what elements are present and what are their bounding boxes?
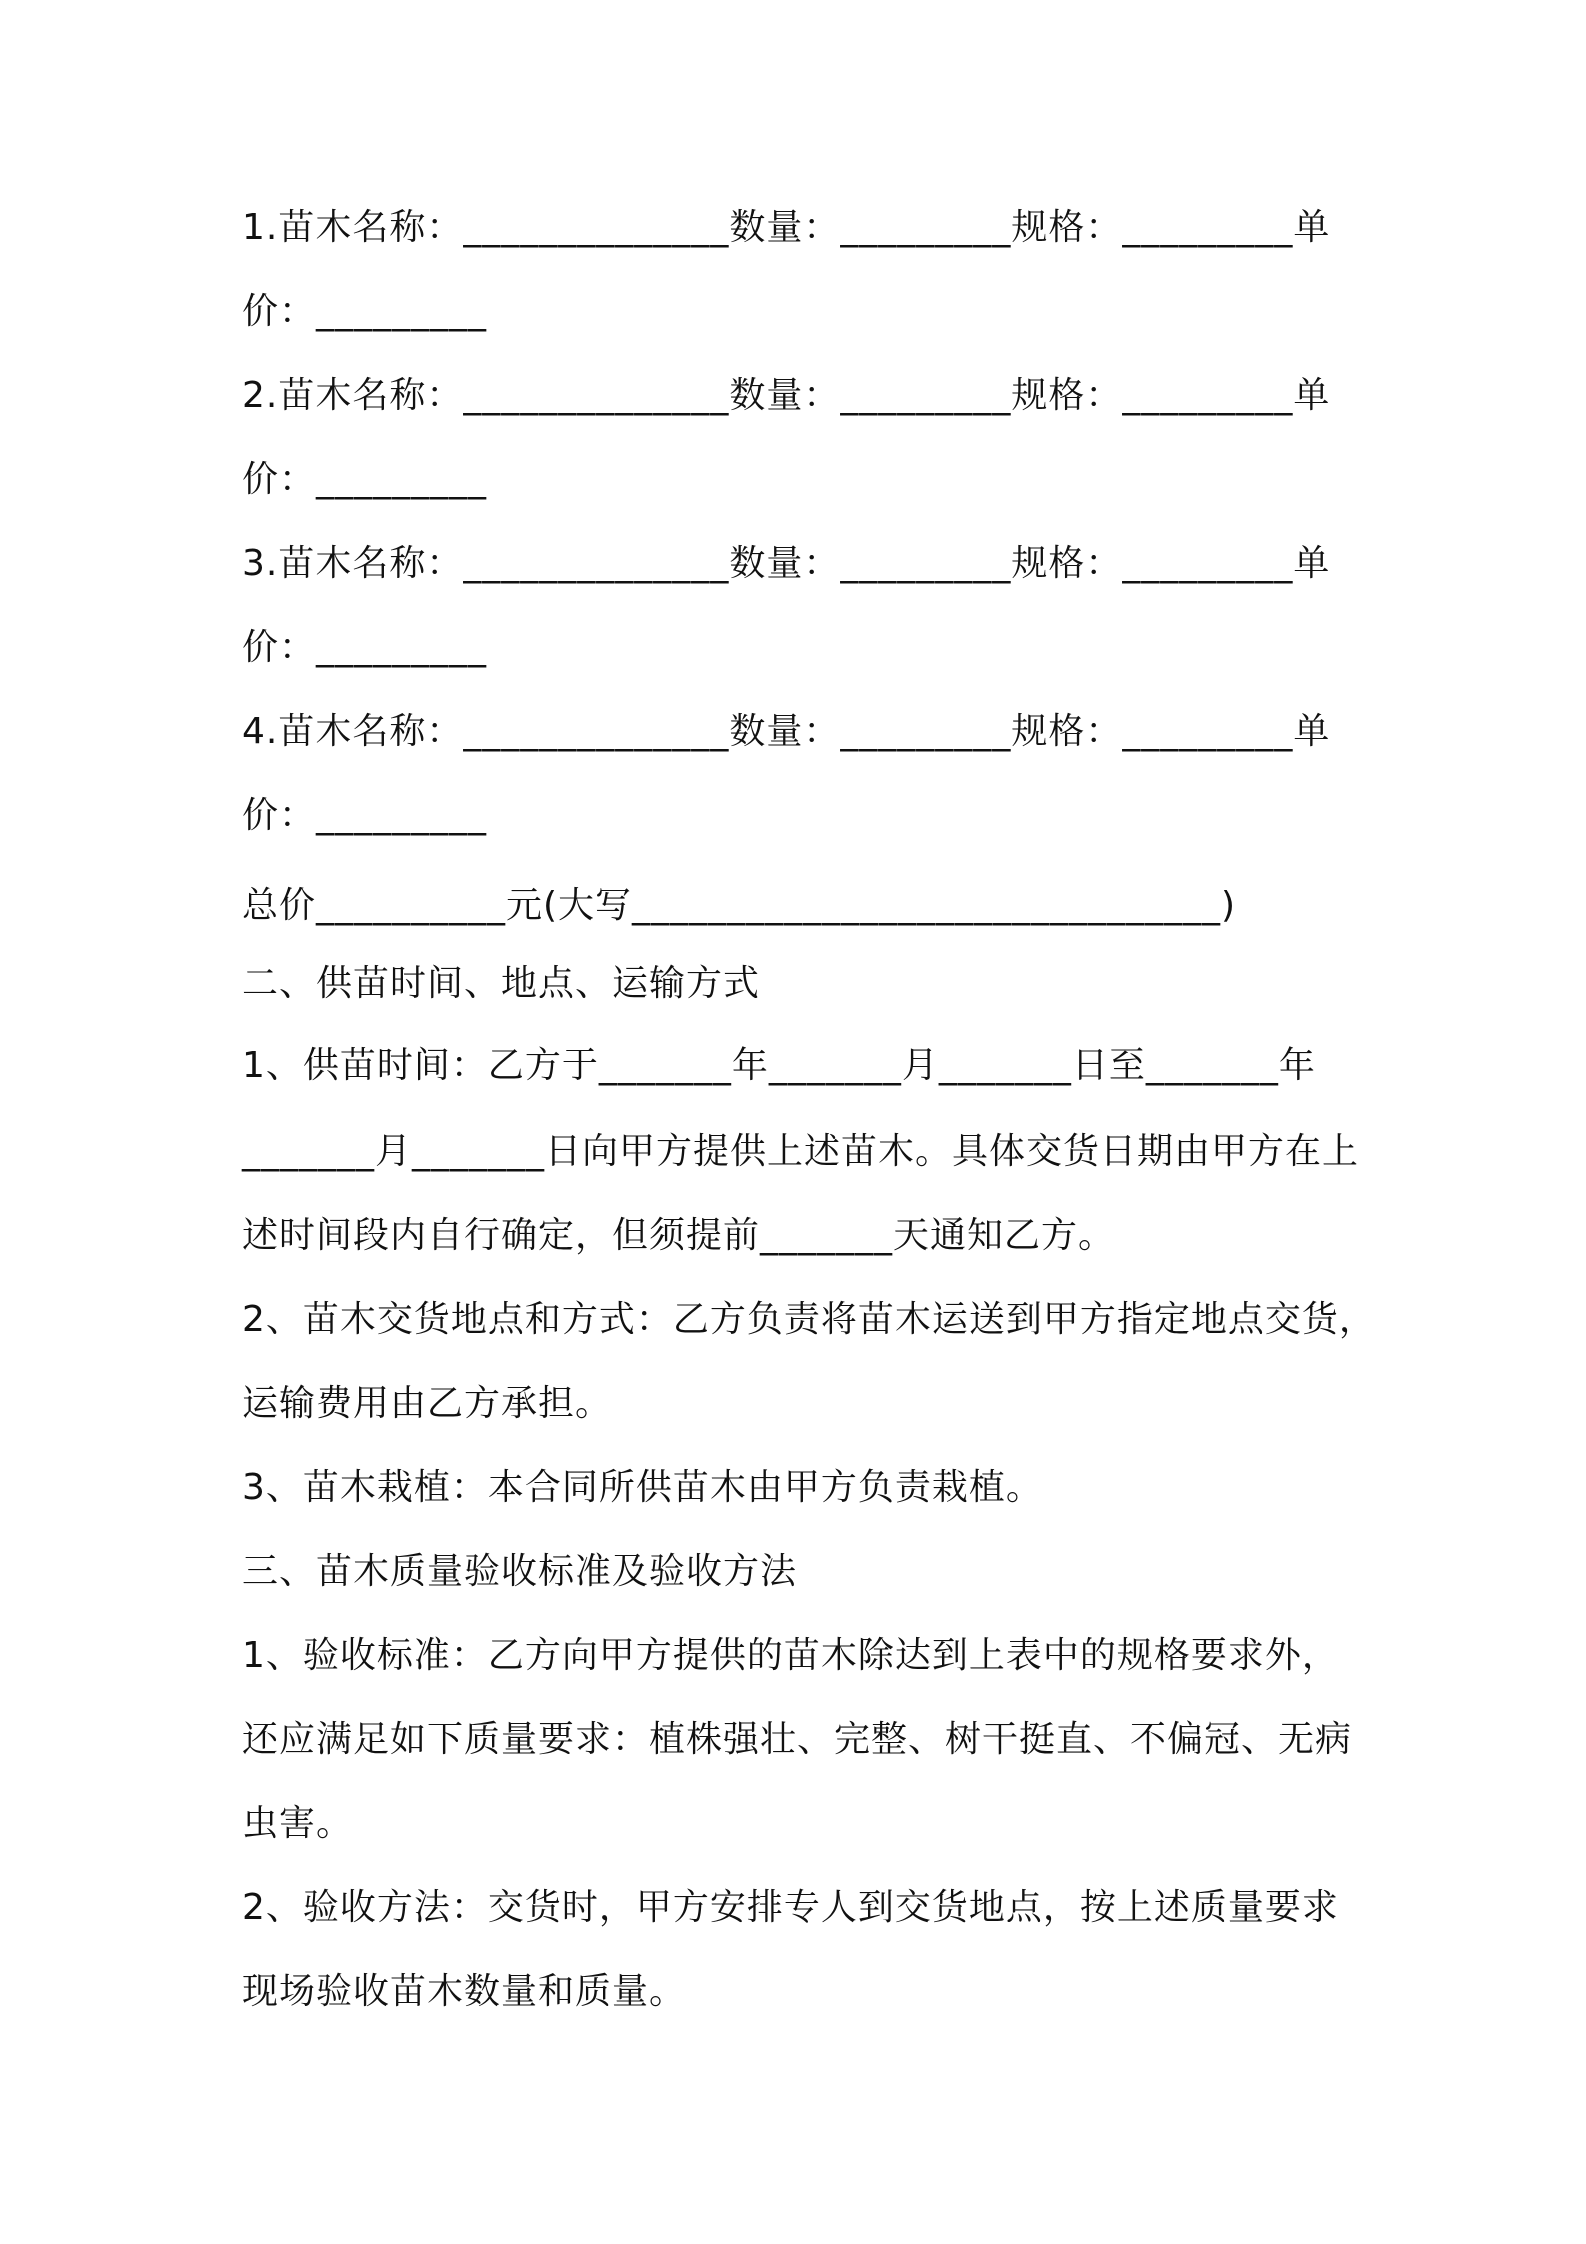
section-2-heading: 二、供苗时间、地点、运输方式 bbox=[242, 963, 761, 1004]
section-3-p1-line-3: 虫害。 bbox=[242, 1803, 354, 1844]
item-4-line-1: 4.苗木名称：______________数量：_________规格：_________单 bbox=[242, 711, 1331, 752]
item-3-line-1: 3.苗木名称：______________数量：_________规格：_________单 bbox=[242, 543, 1331, 584]
item-3-line-2: 价：_________ bbox=[242, 627, 488, 668]
item-1-line-1: 1.苗木名称：______________数量：_________规格：_________单 bbox=[242, 207, 1331, 248]
section-2-p1-line-3: 述时间段内自行确定，但须提前_______天通知乙方。 bbox=[242, 1215, 1116, 1256]
item-4-line-2: 价：_________ bbox=[242, 795, 488, 836]
section-3-p2-line-1: 2、验收方法：交货时，甲方安排专人到交货地点，按上述质量要求 bbox=[242, 1887, 1339, 1928]
section-3-p1-line-2: 还应满足如下质量要求：植株强壮、完整、树干挺直、不偏冠、无病 bbox=[242, 1719, 1353, 1760]
item-1-line-2: 价：_________ bbox=[242, 291, 488, 332]
section-2-p3: 3、苗木栽植：本合同所供苗木由甲方负责栽植。 bbox=[242, 1467, 1043, 1508]
item-2-line-2: 价：_________ bbox=[242, 459, 488, 500]
section-2-p1-line-2: _______月_______日向甲方提供上述苗木。具体交货日期由甲方在上 bbox=[242, 1131, 1360, 1172]
total-price-line: 总价__________元(大写_______________________________) bbox=[242, 885, 1237, 926]
section-3-p1-line-1: 1、验收标准：乙方向甲方提供的苗木除达到上表中的规格要求外， bbox=[242, 1635, 1339, 1676]
section-2-p1-line-1: 1、供苗时间：乙方于_______年_______月_______日至_______年 bbox=[242, 1045, 1316, 1086]
section-3-heading: 三、苗木质量验收标准及验收方法 bbox=[242, 1551, 798, 1592]
item-2-line-1: 2.苗木名称：______________数量：_________规格：_________单 bbox=[242, 375, 1331, 416]
section-2-p2-line-1: 2、苗木交货地点和方式：乙方负责将苗木运送到甲方指定地点交货， bbox=[242, 1299, 1376, 1340]
section-2-p2-line-2: 运输费用由乙方承担。 bbox=[242, 1383, 613, 1424]
section-3-p2-line-2: 现场验收苗木数量和质量。 bbox=[242, 1971, 687, 2012]
